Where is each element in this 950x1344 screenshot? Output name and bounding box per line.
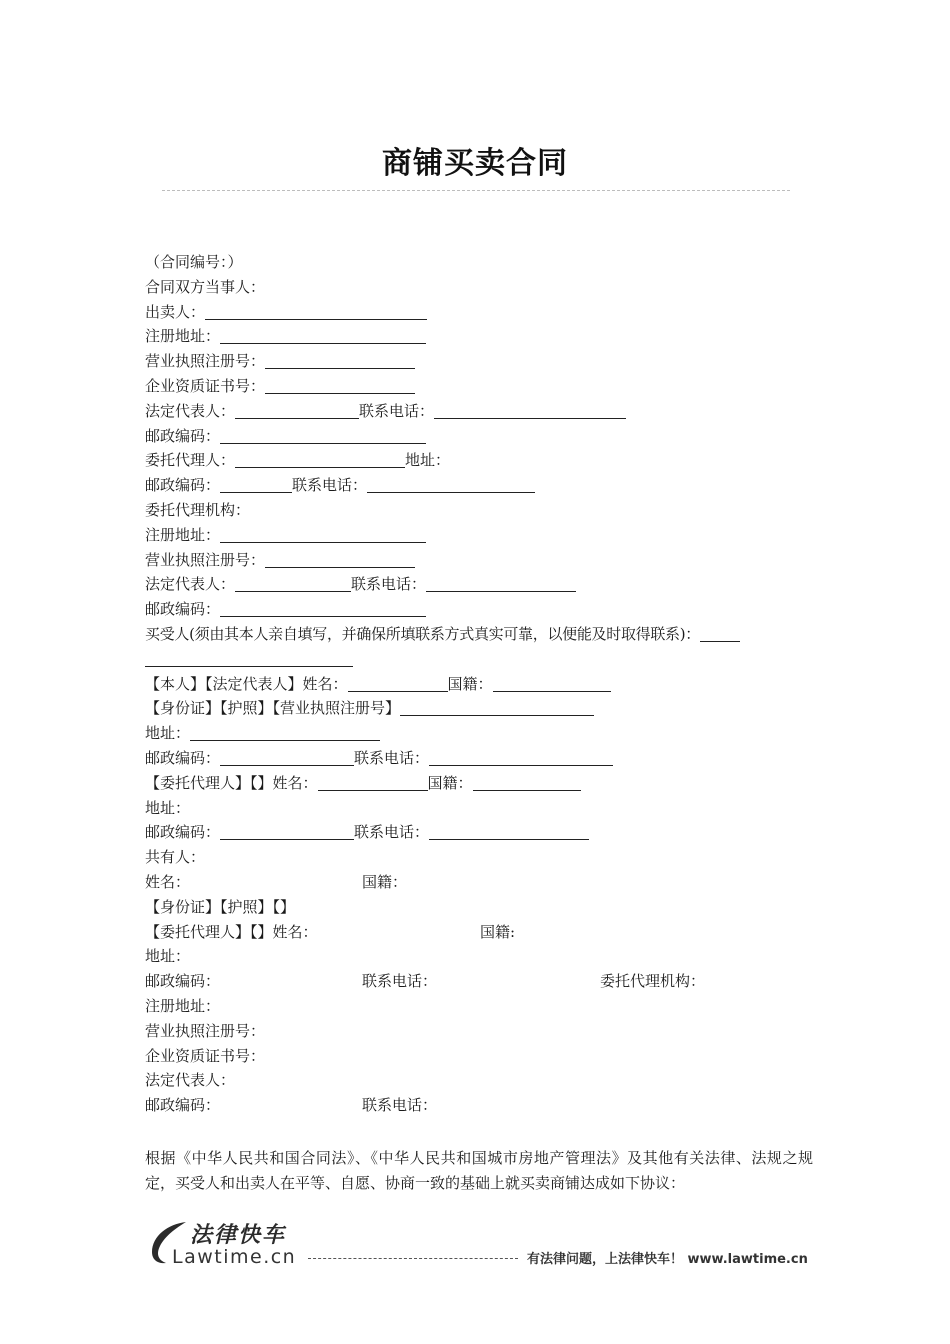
fill-blank[interactable]	[429, 823, 589, 840]
contract-number-line: （合同编号：）	[145, 253, 243, 271]
seller-agent-line: 委托代理人： 地址：	[145, 451, 451, 470]
fill-blank[interactable]	[220, 749, 354, 766]
agency-heading: 委托代理机构：	[145, 500, 251, 519]
fill-blank[interactable]	[400, 699, 594, 716]
co-owner-agency-qualification-line: 企业资质证书号：	[145, 1046, 266, 1065]
fill-blank[interactable]	[220, 476, 292, 493]
buyer-heading-continued	[145, 647, 815, 672]
fill-blank[interactable]	[348, 675, 448, 692]
co-owner-agency-legal-rep-line: 法定代表人：	[145, 1071, 236, 1090]
page-footer	[0, 1210, 950, 1280]
co-owner-contact-line: 邮政编码： 联系电话： 委托代理机构：	[145, 972, 706, 991]
fill-blank[interactable]	[434, 402, 626, 419]
seller-legal-rep-line: 法定代表人： 联系电话：	[145, 399, 815, 424]
fill-blank[interactable]	[367, 476, 535, 493]
fill-blank[interactable]	[205, 303, 427, 320]
fill-blank[interactable]	[145, 650, 353, 667]
agency-license-line: 营业执照注册号：	[145, 548, 815, 573]
fill-blank[interactable]	[429, 749, 613, 766]
logo-chinese-text: 法律快车	[190, 1223, 287, 1248]
seller-line: 出卖人：	[145, 300, 815, 325]
fill-blank[interactable]	[473, 774, 581, 791]
fill-blank[interactable]	[220, 600, 426, 617]
document-title: 商铺买卖合同	[382, 146, 568, 181]
logo-english-text: Lawtime.cn	[172, 1246, 297, 1268]
fill-blank[interactable]	[318, 774, 428, 791]
seller-postcode-line: 邮政编码：	[145, 424, 815, 449]
seller-agent-contact-line: 邮政编码： 联系电话：	[145, 473, 815, 498]
fill-blank[interactable]	[493, 675, 611, 692]
contract-parties-section	[145, 250, 815, 1118]
co-owner-agency-license-line: 营业执照注册号：	[145, 1021, 266, 1040]
fill-blank[interactable]	[700, 625, 740, 642]
fill-blank[interactable]	[220, 427, 426, 444]
seller-qualification-line: 企业资质证书号：	[145, 374, 815, 399]
co-owner-agency-contact-line: 邮政编码： 联系电话：	[145, 1096, 438, 1115]
title-divider	[162, 190, 790, 191]
footer-slogan: 有法律问题，上法律快车！ www.lawtime.cn	[527, 1252, 808, 1267]
co-owner-agency-address-line: 注册地址：	[145, 996, 221, 1015]
buyer-agent-address-line: 地址：	[145, 798, 191, 817]
seller-license-line: 营业执照注册号：	[145, 349, 815, 374]
fill-blank[interactable]	[426, 575, 576, 592]
buyer-agent-contact-line: 邮政编码： 联系电话：	[145, 820, 815, 845]
fill-blank[interactable]	[220, 526, 426, 543]
fill-blank[interactable]	[235, 402, 359, 419]
seller-address-line: 注册地址：	[145, 324, 815, 349]
agency-legal-rep-line: 法定代表人： 联系电话：	[145, 572, 815, 597]
fill-blank[interactable]	[220, 823, 354, 840]
fill-blank[interactable]	[265, 352, 415, 369]
buyer-address-line: 地址：	[145, 721, 815, 746]
fill-blank[interactable]	[220, 327, 426, 344]
fill-blank[interactable]	[235, 451, 405, 468]
buyer-heading-line: 买受人(须由其本人亲自填写，并确保所填联系方式真实可靠，以便能及时取得联系)：	[145, 622, 815, 647]
parties-heading: 合同双方当事人：	[145, 277, 266, 296]
co-owner-heading: 共有人：	[145, 848, 206, 867]
fill-blank[interactable]	[265, 377, 415, 394]
buyer-name-line: 【本人】【法定代表人】姓名： 国籍：	[145, 672, 815, 697]
agency-postcode-line: 邮政编码：	[145, 597, 815, 622]
preamble-paragraph: 根据《中华人民共和国合同法》、《中华人民共和国城市房地产管理法》及其他有关法律、法规之规定，买受人和出卖人在平等、自愿、协商一致的基础上就买卖商铺达成如下协议：	[145, 1149, 813, 1192]
footer-divider	[308, 1258, 518, 1259]
fill-blank[interactable]	[235, 575, 351, 592]
co-owner-agent-line: 【委托代理人】【】姓名： 国籍:	[145, 922, 516, 941]
co-owner-id-line: 【身份证】【护照】【】	[145, 897, 296, 916]
co-owner-name-line: 姓名： 国籍：	[145, 872, 408, 891]
fill-blank[interactable]	[190, 724, 380, 741]
buyer-contact-line: 邮政编码： 联系电话：	[145, 746, 815, 771]
buyer-agent-line: 【委托代理人】【】姓名： 国籍：	[145, 771, 815, 796]
co-owner-address-line: 地址：	[145, 947, 191, 966]
buyer-id-line: 【身份证】【护照】【营业执照注册号】	[145, 696, 815, 721]
agency-address-line: 注册地址：	[145, 523, 815, 548]
fill-blank[interactable]	[265, 551, 415, 568]
